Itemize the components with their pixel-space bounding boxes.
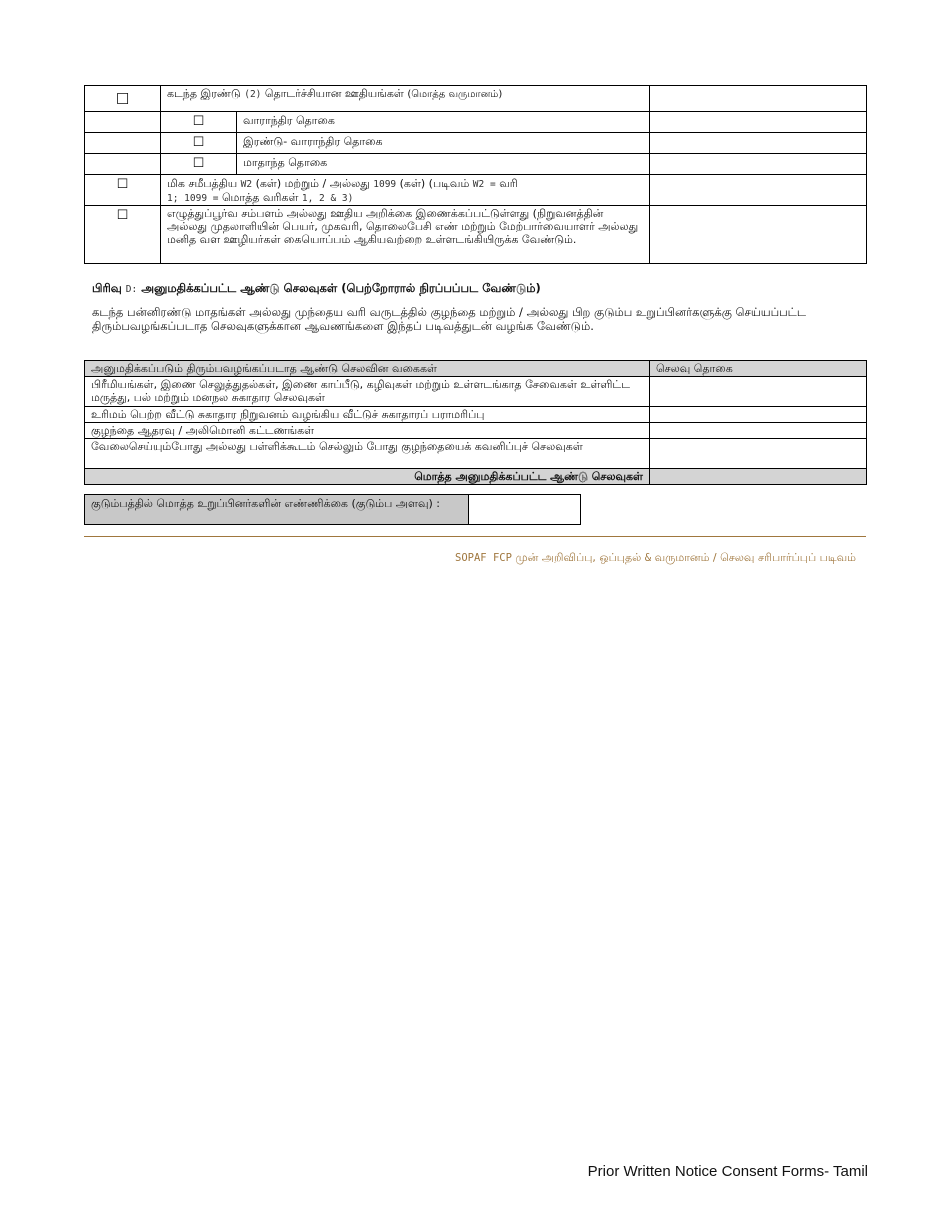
checkbox-salary-statement[interactable]: ☐	[85, 206, 161, 264]
checkbox-biweekly[interactable]: ☐	[161, 133, 237, 154]
income-verification-table	[84, 85, 867, 264]
table-row	[85, 423, 867, 439]
table-row	[85, 112, 867, 133]
weekly-amount-label: வாராந்திர தொகை	[237, 112, 650, 133]
empty-cell	[85, 133, 161, 154]
form-title-footer: SOPAF FCP முன் அறிவிப்பு, ஒப்புதல் & வருமானம் / செலவு சரிபார்ப்புப் படிவம்	[455, 551, 856, 564]
w2-1099-value[interactable]	[650, 175, 867, 206]
total-expenses-amount[interactable]	[650, 469, 867, 485]
expense-child-support-amount[interactable]	[650, 423, 867, 439]
table-row	[85, 206, 867, 264]
expense-type-header: அனுமதிக்கப்படும் திரும்பவழங்கப்படாத ஆண்டு செலவின வகைகள்	[85, 361, 650, 377]
checkbox-weekly[interactable]: ☐	[161, 112, 237, 133]
w2-1099-label: மிக சமீபத்திய W2 (கள்) மற்றும் / அல்லது 1099 (கள்) (படிவம் W2 = வரி 1; 1099 = மொத்த வரிகள் 1, 2 & 3)	[161, 175, 650, 206]
biweekly-amount-value[interactable]	[650, 133, 867, 154]
table-row	[85, 407, 867, 423]
salary-statement-label: எழுத்துப்பூர்வ சம்பளம் அல்லது ஊதிய அறிக்கை இணைக்கப்பட்டுள்ளது (நிறுவனத்தின் அல்லது முதலாளியின் பெயர், முகவரி, தொலைபேசி எண் மற்றும் மேற்பார்வையாளர் அல்லது மனித வள ஊழியர்கள் கையொப்பம் ஆகியவற்றை உள்ளடங்கியிருக்க வேண்டும்.	[161, 206, 650, 264]
table-row	[85, 377, 867, 407]
footer-divider	[84, 536, 866, 537]
pay-stubs-value[interactable]	[650, 86, 867, 112]
table-row	[85, 86, 867, 112]
table-row	[85, 495, 581, 525]
table-row	[85, 439, 867, 469]
total-row	[85, 469, 867, 485]
expense-medical-amount[interactable]	[650, 377, 867, 407]
total-expenses-label: மொத்த அனுமதிக்கப்பட்ட ஆண்டு செலவுகள்	[85, 469, 650, 485]
expense-table	[84, 360, 867, 485]
checkbox-monthly[interactable]: ☐	[161, 154, 237, 175]
table-row	[85, 175, 867, 206]
expense-medical-label: பிரீமியங்கள், இணை செலுத்துதல்கள், இணை காப்பீடு, கழிவுகள் மற்றும் உள்ளடங்காத சேவைகள் உள்ளிட்ட மருத்து, பல் மற்றும் மனநல சுகாதார செலவுகள்	[85, 377, 650, 407]
page-footer: Prior Written Notice Consent Forms- Tamil	[587, 1163, 868, 1180]
monthly-amount-value[interactable]	[650, 154, 867, 175]
section-d-intro: கடந்த பன்னிரண்டு மாதங்கள் அல்லது முந்தைய வரி வருடத்தில் குழந்தை மற்றும் / அல்லது பிற குடும்ப உறுப்பினர்களுக்கு செய்யப்பட்ட திரும்பவழங்கப்படாத செலவுகளுக்கான ஆவணங்களை இந்தப் படிவத்துடன் வழங்க வேண்டும்.	[92, 305, 806, 333]
biweekly-amount-label: இரண்டு- வாராந்திர தொகை	[237, 133, 650, 154]
table-row	[85, 154, 867, 175]
household-size-table	[84, 494, 581, 525]
empty-cell	[85, 112, 161, 133]
empty-cell	[85, 154, 161, 175]
expense-child-support-label: குழந்தை ஆதரவு / அலிமொனி கட்டணங்கள்	[85, 423, 650, 439]
section-d-heading: பிரிவு D: அனுமதிக்கப்பட்ட ஆண்டு செலவுகள் (பெற்றோரால் நிரப்பப்பட வேண்டும்)	[92, 281, 541, 295]
expense-childcare-label: வேலைசெய்யும்போது அல்லது பள்ளிக்கூடம் செல்லும் போது குழந்தையைக் கவனிப்புச் செலவுகள்	[85, 439, 650, 469]
expense-childcare-amount[interactable]	[650, 439, 867, 469]
pay-stubs-label: கடந்த இரண்டு (2) தொடர்ச்சியான ஊதியங்கள் (மொத்த வருமானம்)	[161, 86, 650, 112]
checkbox-w2-1099[interactable]: ☐	[85, 175, 161, 206]
expense-home-health-label: உரிமம் பெற்ற வீட்டு சுகாதார நிறுவனம் வழங்கிய வீட்டுச் சுகாதாரப் பராமரிப்பு	[85, 407, 650, 423]
household-size-input[interactable]	[469, 495, 581, 525]
salary-statement-value[interactable]	[650, 206, 867, 264]
expense-amount-header: செலவு தொகை	[650, 361, 867, 377]
expense-home-health-amount[interactable]	[650, 407, 867, 423]
weekly-amount-value[interactable]	[650, 112, 867, 133]
monthly-amount-label: மாதாந்த தொகை	[237, 154, 650, 175]
table-header	[85, 361, 867, 377]
household-size-label: குடும்பத்தில் மொத்த உறுப்பினர்களின் எண்ணிக்கை (குடும்ப அளவு) :	[85, 495, 469, 525]
checkbox-pay-stubs[interactable]: ☐	[85, 86, 161, 112]
table-row	[85, 133, 867, 154]
